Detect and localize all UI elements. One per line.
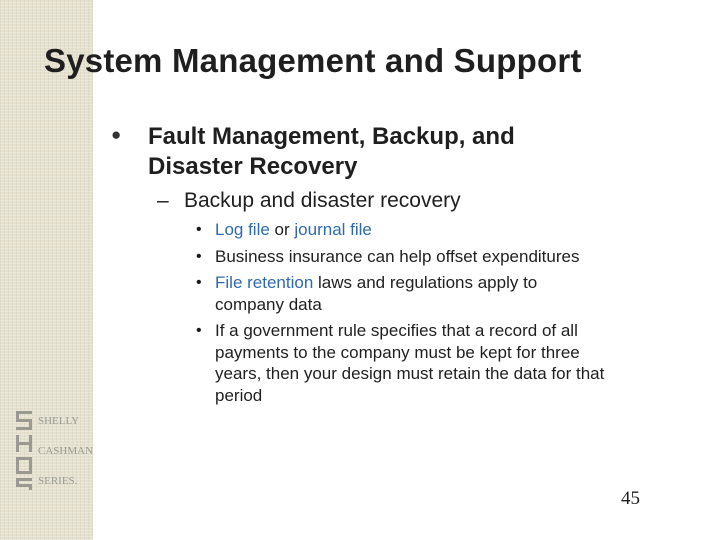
bullet-dot-icon: ● <box>111 125 122 144</box>
main-bullet-line-2: Disaster Recovery <box>148 153 358 180</box>
main-bullet-text <box>148 122 648 182</box>
bullet-dot-icon: • <box>196 322 202 339</box>
point-text <box>215 219 685 241</box>
point-text: Business insurance can help offset expenditures <box>215 247 580 266</box>
page-number: 45 <box>621 488 640 509</box>
dash-icon: – <box>157 189 169 212</box>
point-line-1-rest: laws and regulations apply to <box>313 273 538 292</box>
point-line-1 <box>215 272 685 294</box>
slide-title: System Management and Support <box>44 42 582 79</box>
term-log-file: Log file <box>215 220 270 239</box>
bullet-dot-icon: • <box>196 221 202 238</box>
term-file-retention: File retention <box>215 273 314 292</box>
bullet-dot-icon: • <box>196 274 202 291</box>
point-line-1: If a government rule specifies that a record of all <box>215 321 578 340</box>
svg-text:SERIES.: SERIES. <box>38 475 78 487</box>
point-line-4: period <box>215 385 263 405</box>
logo-mark-icon <box>16 411 32 490</box>
sub-bullet-text: Backup and disaster recovery <box>184 189 461 212</box>
point-text <box>215 320 685 406</box>
point-line-3: years, then your design must retain the data for that <box>215 364 605 383</box>
bullet-dot-icon: • <box>196 248 202 265</box>
svg-text:CASHMAN: CASHMAN <box>38 445 94 457</box>
point-text <box>215 272 685 315</box>
main-bullet-line-1: Fault Management, Backup, and <box>148 123 515 150</box>
connector-text: or <box>269 220 295 239</box>
point-line-2: company data <box>215 294 322 314</box>
term-journal-file: journal file <box>294 220 372 239</box>
point-line-2: payments to the company must be kept for three <box>215 342 580 362</box>
svg-text:SHELLY: SHELLY <box>38 415 80 427</box>
shelly-cashman-series-logo <box>14 408 94 492</box>
